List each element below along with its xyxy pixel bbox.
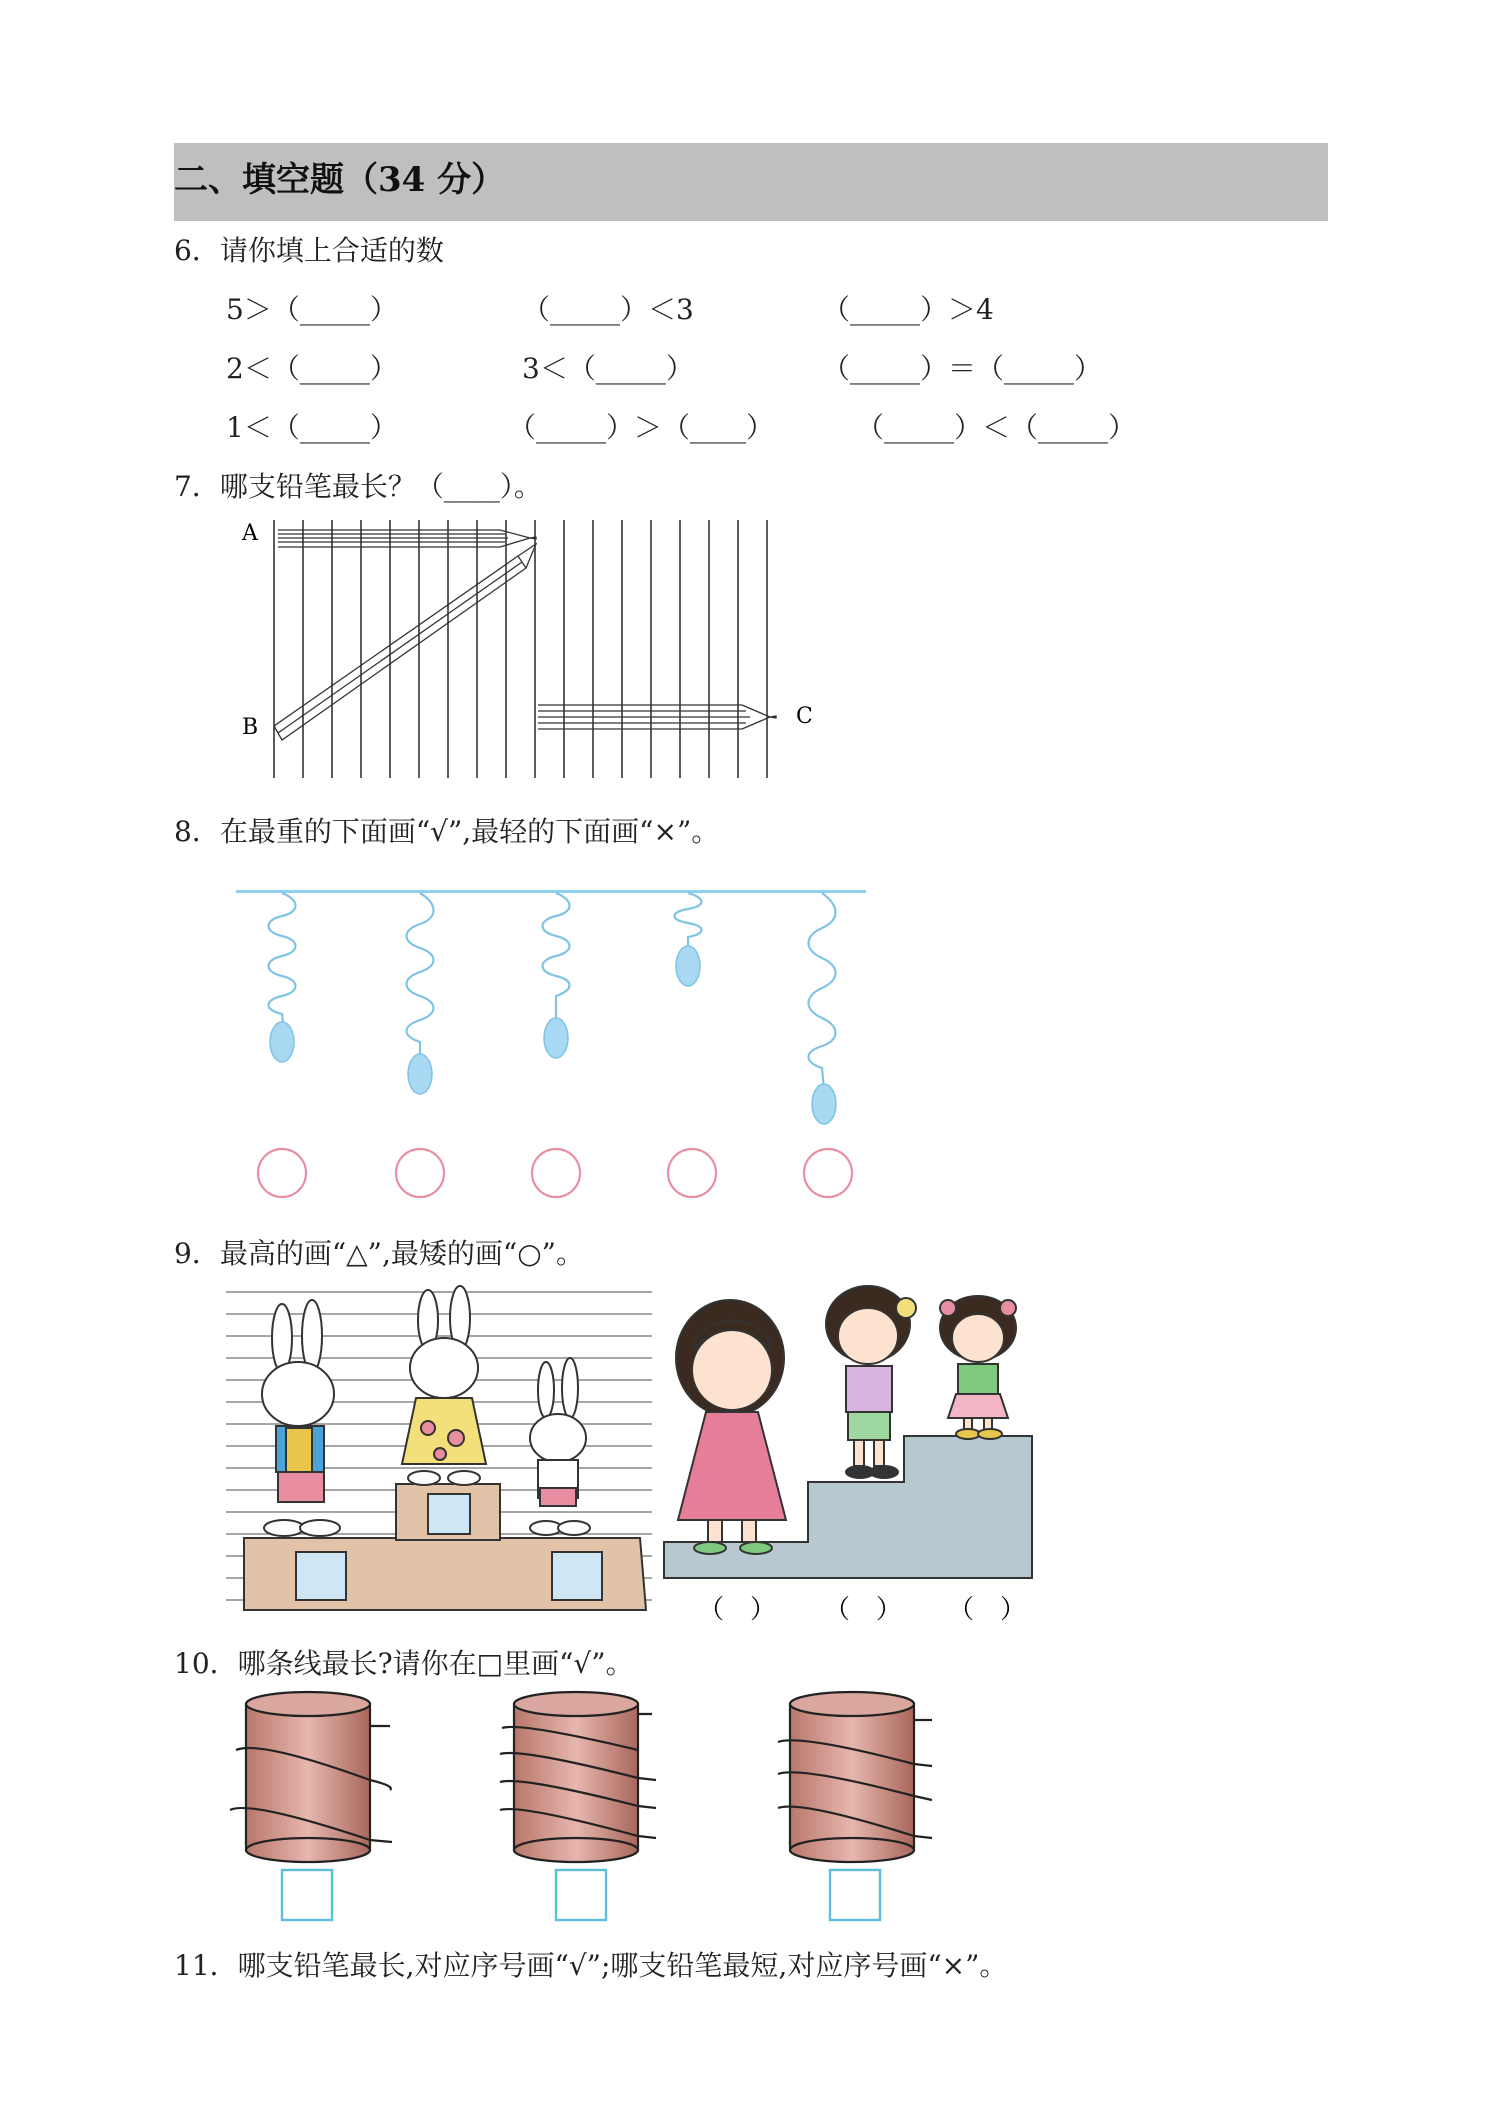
rabbit — [402, 1286, 486, 1485]
answer-blank: （ ） — [824, 1595, 903, 1625]
weight — [676, 946, 700, 986]
section-title: 二、填空题（34 分） — [174, 160, 506, 200]
pencil-c — [538, 705, 776, 729]
q9-prompt: 9．最高的画“△”,最矮的画“○”。 — [174, 1237, 584, 1270]
spring-scale-figure — [230, 880, 870, 1210]
hanging-bar — [236, 890, 866, 893]
label-a: A — [242, 521, 258, 546]
girl — [940, 1296, 1016, 1439]
answer-box — [556, 1870, 606, 1920]
answer-blank: （ ） — [948, 1595, 1027, 1625]
answer-blank: （ ） — [698, 1595, 777, 1625]
q6-expr: （_____）＞4 — [822, 293, 994, 326]
answer-circle — [532, 1149, 580, 1197]
q6-expr: 1＜（_____） — [226, 411, 398, 444]
spring — [809, 893, 836, 1090]
weight — [270, 1022, 294, 1062]
girl — [676, 1300, 786, 1554]
cylinder — [230, 1692, 392, 1862]
q10-prompt: 10．哪条线最长?请你在□里画“√”。 — [174, 1647, 634, 1680]
weight — [408, 1054, 432, 1094]
girl — [826, 1286, 916, 1478]
pencil-b — [274, 544, 536, 740]
q8-prompt: 8．在最重的下面画“√”,最轻的下面画“×”。 — [174, 815, 720, 848]
q6-expr: （_____）＜（_____） — [856, 411, 1137, 444]
q7-prompt: 7．哪支铅笔最长？（____）。 — [174, 470, 542, 503]
answer-box — [282, 1870, 332, 1920]
answer-circle — [668, 1149, 716, 1197]
cylinder — [778, 1692, 932, 1862]
q6-prompt: 6．请你填上合适的数 — [174, 234, 444, 267]
weight — [812, 1084, 836, 1124]
label-c: C — [796, 704, 813, 729]
q6-expr: （_____）＞（____） — [508, 411, 775, 444]
answer-circle — [258, 1149, 306, 1197]
pencil-grid-figure — [230, 520, 830, 790]
q6-expr: 2＜（_____） — [226, 352, 398, 385]
q6-expr: 3＜（_____） — [522, 352, 694, 385]
height-compare-figure — [220, 1288, 1060, 1628]
q6-expr: 5＞（_____） — [226, 293, 398, 326]
spring — [269, 893, 296, 1030]
answer-circle — [396, 1149, 444, 1197]
spring — [543, 893, 570, 1026]
spring — [675, 893, 702, 952]
cylinder-figure — [220, 1690, 980, 1920]
answer-circle — [804, 1149, 852, 1197]
cylinder — [500, 1692, 656, 1862]
q6-expr: （_____）＝（_____） — [822, 352, 1103, 385]
label-b: B — [242, 715, 259, 740]
pencil-a — [278, 530, 536, 547]
rabbit — [530, 1358, 590, 1535]
q6-expr: （_____）＜3 — [522, 293, 694, 326]
q11-prompt: 11．哪支铅笔最长,对应序号画“√”;哪支铅笔最短,对应序号画“×”。 — [174, 1949, 1008, 1982]
answer-box — [830, 1870, 880, 1920]
spring — [407, 893, 434, 1062]
weight — [544, 1018, 568, 1058]
